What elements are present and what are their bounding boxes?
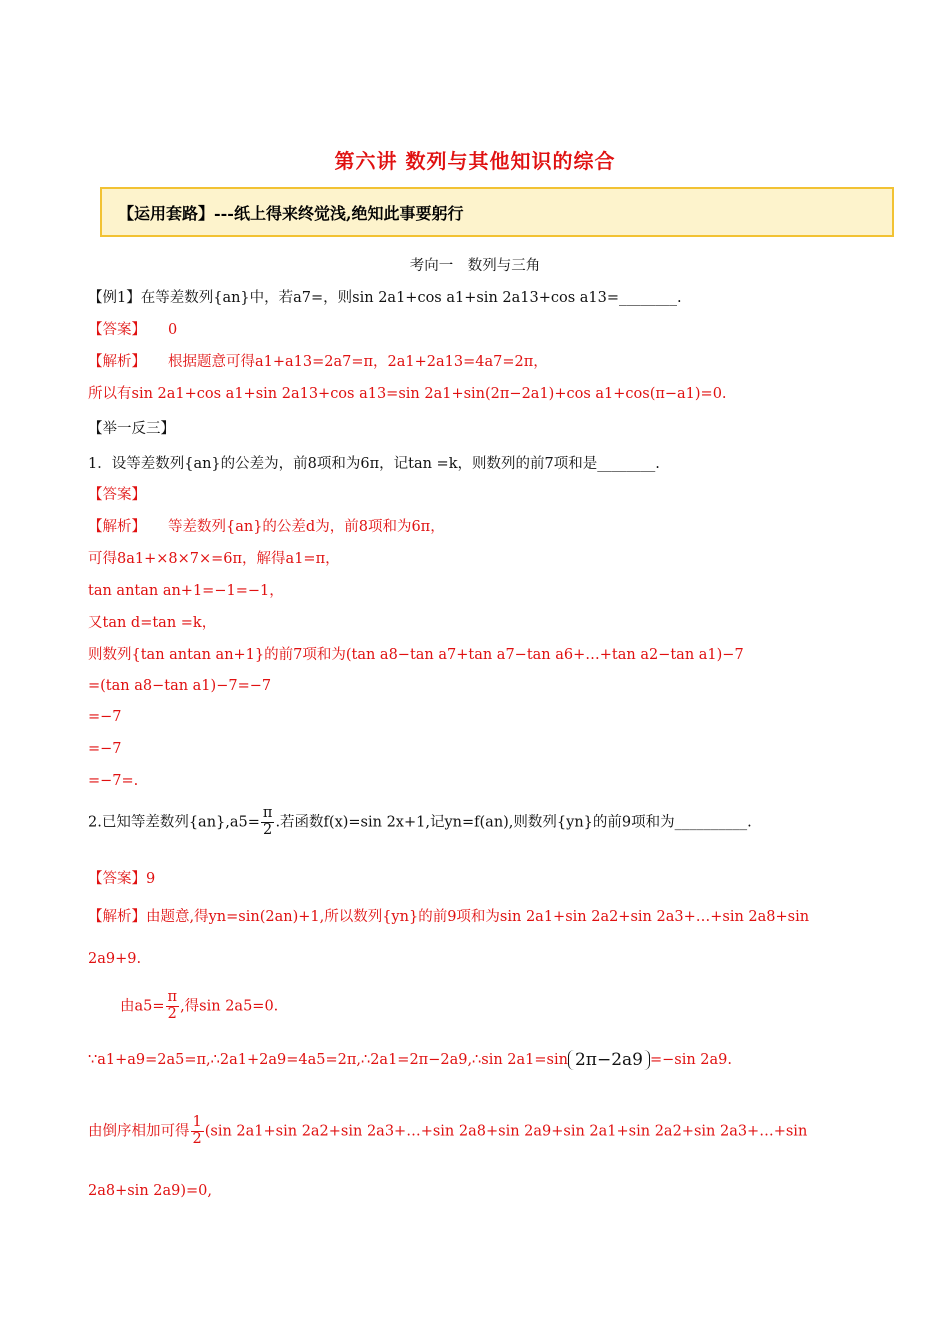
solution-text: 根据题意可得a1+a13=2a7=π，2a1+2a13=4a7=2π， xyxy=(168,354,548,370)
solution-3-line-4 xyxy=(88,1050,732,1070)
fraction-pi-over-2: $\frac{\pi}{2}$ xyxy=(262,805,273,838)
solution-2-line-8: =−7 xyxy=(88,741,122,757)
solution-text: 等差数列{an}的公差d为，前8项和为6π， xyxy=(168,519,445,535)
solution-3-line-5 xyxy=(88,1115,807,1148)
solution-2-line-9: =−7=. xyxy=(88,773,139,789)
solution-3-line-3-part-1: 由a5= xyxy=(120,998,165,1015)
solution-2-line-1 xyxy=(88,519,445,536)
answer-3: 【答案】9 xyxy=(88,871,156,887)
routine-banner xyxy=(100,187,894,237)
problem-2 xyxy=(88,806,752,839)
solution-3-line-6: 2a8+sin 2a9)=0, xyxy=(88,1183,213,1199)
practice-heading: 【举一反三】 xyxy=(88,421,175,437)
solution-label: 【解析】 xyxy=(88,354,146,370)
solution-3-line-2: 2a9+9. xyxy=(88,951,142,967)
banner-text xyxy=(118,201,464,224)
solution-2-line-2: 可得8a1+×8×7×=6π，解得a1=π， xyxy=(88,551,340,567)
section-heading: 考向一 数列与三角 xyxy=(409,258,541,274)
answer-1 xyxy=(88,322,177,339)
solution-2-line-4: 又tan d=tan =k， xyxy=(88,615,217,631)
parenthesized-expression: 2π−2a9 xyxy=(568,1050,650,1070)
example-1: 【例1】在等差数列{an}中，若a7=，则sin 2a1+cos a1+sin 2a13+cos a13=________. xyxy=(88,290,682,306)
solution-3-line-1 xyxy=(88,909,809,926)
solution-2-line-3: tan antan an+1=−1=−1， xyxy=(88,583,284,599)
fraction-one-half: $\frac{1}{2}$ xyxy=(192,1114,202,1147)
banner-bracket: 【运用套路】 xyxy=(118,204,215,223)
solution-3-line-3 xyxy=(120,990,278,1023)
solution-2-line-6: =(tan a8−tan a1)−7=−7 xyxy=(88,678,272,694)
solution-label: 【解析】 xyxy=(88,519,146,535)
solution-1-line-1 xyxy=(88,354,548,371)
solution-3-line-5-part-1: 由倒序相加可得 xyxy=(88,1123,190,1140)
solution-label: 【解析】 xyxy=(88,909,146,925)
answer-label: 【答案】 xyxy=(88,322,146,338)
problem-2-part-2: .若函数f(x)=sin 2x+1,记yn=f(an),则数列{yn}的前9项和为__________. xyxy=(275,814,752,831)
page-title: 第六讲 数列与其他知识的综合 xyxy=(334,149,616,173)
solution-3-line-4-part-2: =−sin 2a9. xyxy=(649,1052,732,1069)
answer-value: 0 xyxy=(168,322,178,338)
answer-2: 【答案】 xyxy=(88,487,146,503)
banner-motto: ---纸上得来终觉浅,绝知此事要躬行 xyxy=(214,204,464,223)
problem-2-part-1: 2.已知等差数列{an},a5= xyxy=(88,814,260,831)
problem-1: 1．设等差数列{an}的公差为，前8项和为6π，记tan =k，则数列的前7项和是________. xyxy=(88,456,660,472)
solution-text: 由题意,得yn=sin(2an)+1,所以数列{yn}的前9项和为sin 2a1+sin 2a2+sin 2a3+…+sin 2a8+sin xyxy=(146,909,810,925)
solution-3-line-3-part-2: ,得sin 2a5=0. xyxy=(180,998,279,1015)
solution-3-line-4-part-1: ∵a1+a9=2a5=π,∴2a1+2a9=4a5=2π,∴2a1=2π−2a9,∴sin 2a1=sin xyxy=(88,1052,568,1069)
solution-1-line-2: 所以有sin 2a1+cos a1+sin 2a13+cos a13=sin 2a1+sin(2π−2a1)+cos a1+cos(π−a1)=0. xyxy=(88,386,727,402)
solution-2-line-5: 则数列{tan antan an+1}的前7项和为(tan a8−tan a7+tan a7−tan a6+…+tan a2−tan a1)−7 xyxy=(88,647,744,663)
solution-3-line-5-part-2: (sin 2a1+sin 2a2+sin 2a3+…+sin 2a8+sin 2a9+sin 2a1+sin 2a2+sin 2a3+…+sin xyxy=(204,1123,808,1140)
fraction-pi-over-2: $\frac{\pi}{2}$ xyxy=(167,989,178,1022)
solution-2-line-7: =−7 xyxy=(88,709,122,725)
